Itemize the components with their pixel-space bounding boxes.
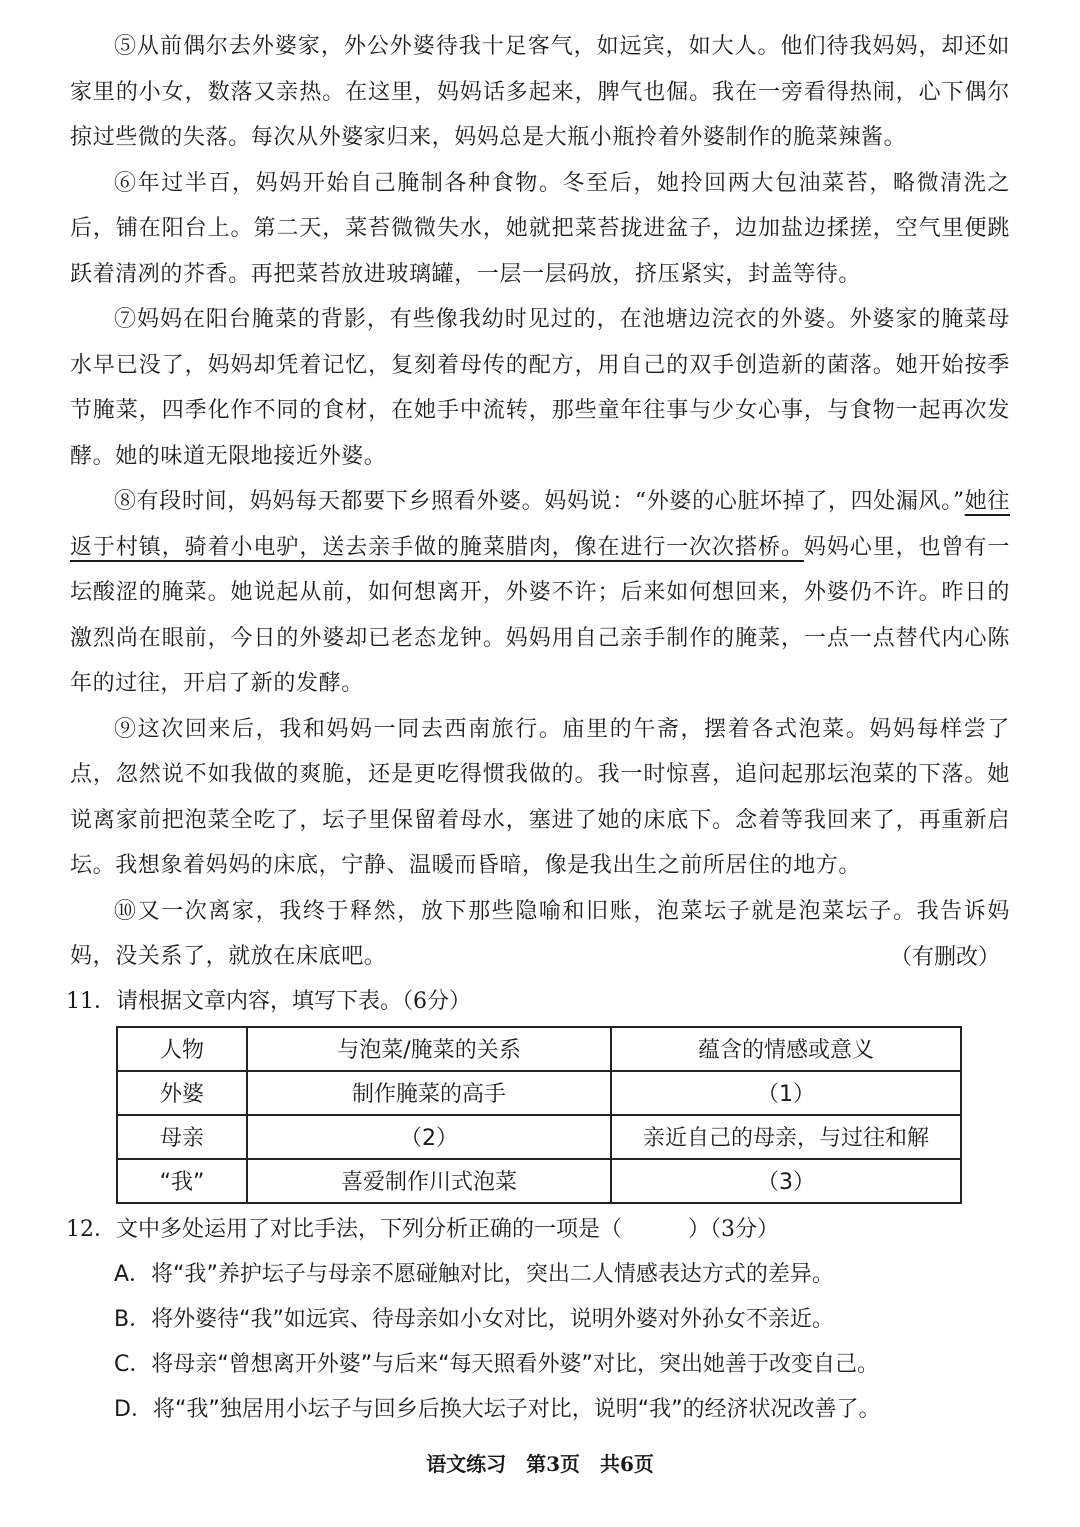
question-12-title: 12．文中多处运用了对比手法，下列分析正确的一项是（ ）（3分） bbox=[66, 1216, 779, 1242]
table-cell: “我” bbox=[117, 1159, 247, 1203]
table-cell-blank-2[interactable]: （2） bbox=[247, 1115, 611, 1159]
table-row bbox=[117, 1115, 961, 1159]
question-11-table bbox=[116, 1026, 962, 1204]
paragraph-7: ⑦妈妈在阳台腌菜的背影，有些像我幼时见过的，在池塘边浣衣的外婆。外婆家的腌菜母水早已没了，妈妈却凭着记忆，复刻着母传的配方，用自己的双手创造新的菌落。她开始按季节腌菜，四季化作不同的食材，在她手中流转，那些童年往事与少女心事，与食物一起再次发酵。她的味道无限地接近外婆。 bbox=[70, 307, 1010, 469]
table-row bbox=[117, 1159, 961, 1203]
option-d[interactable]: D．将“我”独居用小坛子与回乡后换大坛子对比，说明“我”的经济状况改善了。 bbox=[114, 1396, 881, 1422]
table-cell: 制作腌菜的高手 bbox=[247, 1071, 611, 1115]
paragraph-8-before: ⑧有段时间，妈妈每天都要下乡照看外婆。妈妈说：“外婆的心脏坏掉了，四处漏风。” bbox=[114, 489, 965, 514]
option-b[interactable]: B．将外婆待“我”如远宾、待母亲如小女对比，说明外婆对外孙女不亲近。 bbox=[114, 1306, 834, 1332]
paragraph-8 bbox=[70, 479, 1010, 707]
paragraph-10: ⑩又一次离家，我终于释然，放下那些隐喻和旧账，泡菜坛子就是泡菜坛子。我告诉妈妈，没关系了，就放在床底吧。 bbox=[70, 898, 1010, 969]
question-12-options bbox=[70, 1252, 1010, 1432]
paragraph-5: ⑤从前偶尔去外婆家，外公外婆待我十足客气，如远宾，如大人。他们待我妈妈，却还如家里的小女，数落又亲热。在这里，妈妈话多起来，脾气也倔。我在一旁看得热闹，心下偶尔掠过些微的失落。每次从外婆家归来，妈妈总是大瓶小瓶拎着外婆制作的脆菜辣酱。 bbox=[70, 34, 1010, 150]
table-cell: 母亲 bbox=[117, 1115, 247, 1159]
table-header-cell: 蕴含的情感或意义 bbox=[611, 1027, 961, 1071]
page-footer: 语文练习 第3页 共6页 bbox=[426, 1452, 654, 1476]
paragraph-9: ⑨这次回来后，我和妈妈一同去西南旅行。庙里的午斋，摆着各式泡菜。妈妈每样尝了点，忽然说不如我做的爽脆，还是更吃得惯我做的。我一时惊喜，追问起那坛泡菜的下落。她说离家前把泡菜全吃了，坛子里保留着母水，塞进了她的床底下。念着等我回来了，再重新启坛。我想象着妈妈的床底，宁静、温暖而昏暗，像是我出生之前所居住的地方。 bbox=[70, 716, 1010, 878]
table-cell: 亲近自己的母亲，与过往和解 bbox=[611, 1115, 961, 1159]
paragraph-6: ⑥年过半百，妈妈开始自己腌制各种食物。冬至后，她拎回两大包油菜苔，略微清洗之后，铺在阳台上。第二天，菜苔微微失水，她就把菜苔拢进盆子，边加盐边揉搓，空气里便跳跃着清冽的芥香。再把菜苔放进玻璃罐，一层一层码放，挤压紧实，封盖等待。 bbox=[70, 170, 1010, 287]
table-row bbox=[117, 1071, 961, 1115]
table-header-row bbox=[117, 1027, 961, 1071]
option-c[interactable]: C．将母亲“曾想离开外婆”与后来“每天照看外婆”对比，突出她善于改变自己。 bbox=[114, 1351, 879, 1377]
table-cell: 喜爱制作川式泡菜 bbox=[247, 1159, 611, 1203]
table-header-cell: 与泡菜/腌菜的关系 bbox=[247, 1027, 611, 1071]
paragraph-8-underlined-sentence: 她往返于村镇，骑着小电驴，送去亲手做的腌菜腊肉，像在进行一次次搭桥。 bbox=[70, 489, 1010, 560]
paragraph-8-after: 妈妈心里，也曾有一坛酸涩的腌菜。她说起从前，如何想离开，外婆不许；后来如何想回来，外婆仍不许。昨日的激烈尚在眼前，今日的外婆却已老态龙钟。妈妈用自己亲手制作的腌菜，一点一点替代内心陈年的过往，开启了新的发酵。 bbox=[70, 534, 1011, 696]
table-cell-blank-3[interactable]: （3） bbox=[611, 1159, 961, 1203]
table-header-cell: 人物 bbox=[117, 1027, 247, 1071]
question-11-title: 11．请根据文章内容，填写下表。（6分） bbox=[66, 988, 471, 1014]
option-a[interactable]: A．将“我”养护坛子与母亲不愿碰触对比，突出二人情感表达方式的差异。 bbox=[114, 1261, 834, 1287]
table-cell: 外婆 bbox=[117, 1071, 247, 1115]
table-cell-blank-1[interactable]: （1） bbox=[611, 1071, 961, 1115]
source-note: （有删改） bbox=[889, 944, 1000, 970]
